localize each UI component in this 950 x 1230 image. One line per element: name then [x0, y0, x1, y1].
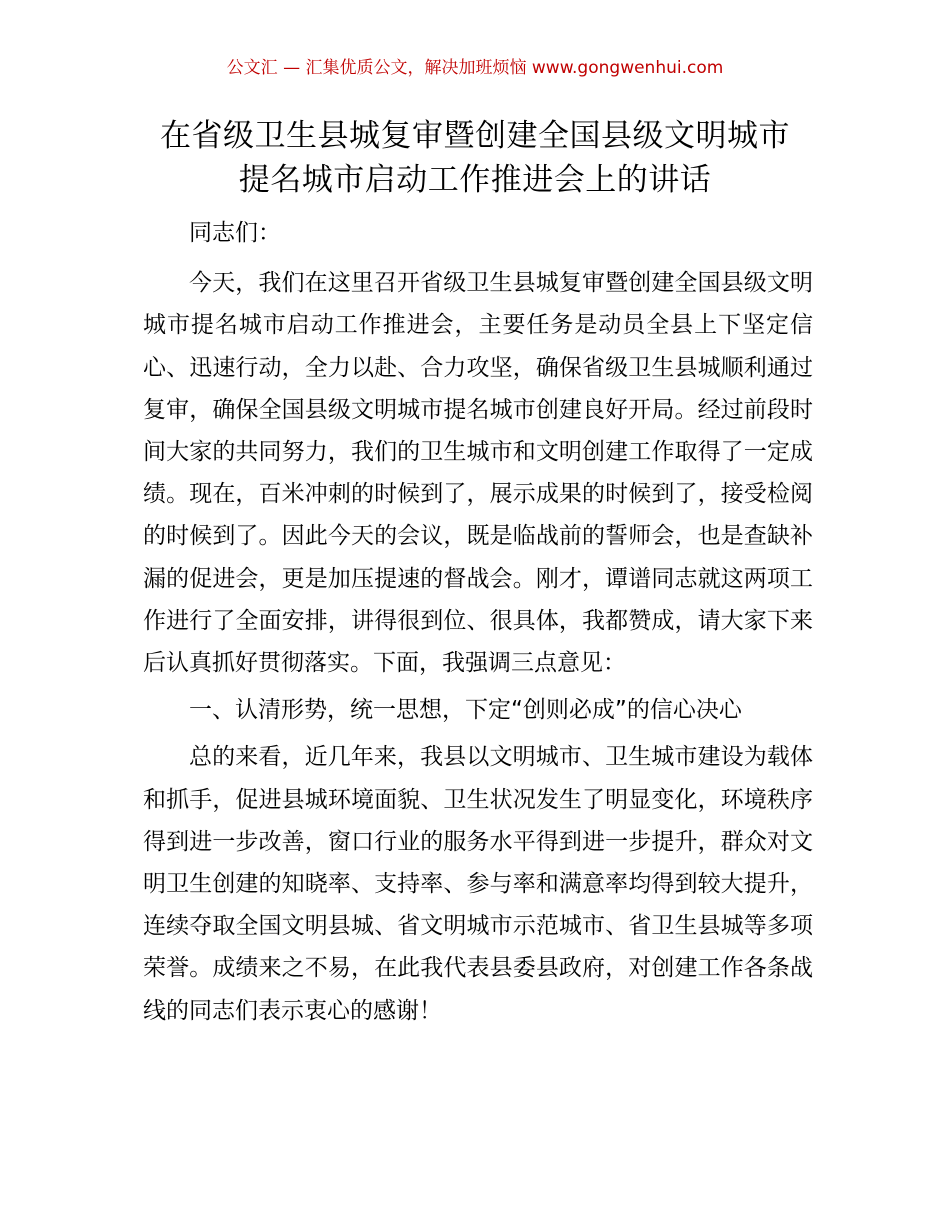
document-body — [143, 212, 813, 1037]
greeting: 同志们： — [189, 220, 281, 246]
document-title — [120, 114, 830, 202]
paragraph-summary: 总的来看，近几年来，我县以文明城市、卫生城市建设为载体和抓手，促进县城环境面貌、卫生状况发生了明显变化，环境秩序得到进一步改善，窗口行业的服务水平得到进一步提升，群众对文明卫生创建的知晓率、支持率、参与率和满意率均得到较大提升，连续夺取全国文明县城、省文明城市示范城市、省卫生县城等多项荣誉。成绩来之不易，在此我代表县委县政府，对创建工作各条战线的同志们表示衷心的感谢！ — [143, 744, 813, 1024]
paragraph-intro: 今天，我们在这里召开省级卫生县城复审暨创建全国县级文明城市提名城市启动工作推进会，主要任务是动员全县上下坚定信心、迅速行动，全力以赴、合力攻坚，确保省级卫生县城顺利通过复审，确保全国县级文明城市提名城市创建良好开局。经过前段时间大家的共同努力，我们的卫生城市和文明创建工作取得了一定成绩。现在，百米冲刺的时候到了，展示成果的时候到了，接受检阅的时候到了。因此今天的会议，既是临战前的誓师会，也是查缺补漏的促进会，更是加压提速的督战会。刚才，谭谱同志就这两项工作进行了全面安排，讲得很到位、很具体，我都赞成，请大家下来后认真抓好贯彻落实。下面，我强调三点意见： — [143, 270, 813, 677]
title-line-1: 在省级卫生县城复审暨创建全国县级文明城市 — [160, 118, 790, 154]
title-line-2: 提名城市启动工作推进会上的讲话 — [238, 162, 712, 198]
site-header-banner: 公文汇 — 汇集优质公文，解决加班烦恼 www.gongwenhui.com — [226, 58, 724, 78]
section-heading-1: 一、认清形势，统一思想，下定“创则必成”的信心决心 — [189, 697, 742, 724]
